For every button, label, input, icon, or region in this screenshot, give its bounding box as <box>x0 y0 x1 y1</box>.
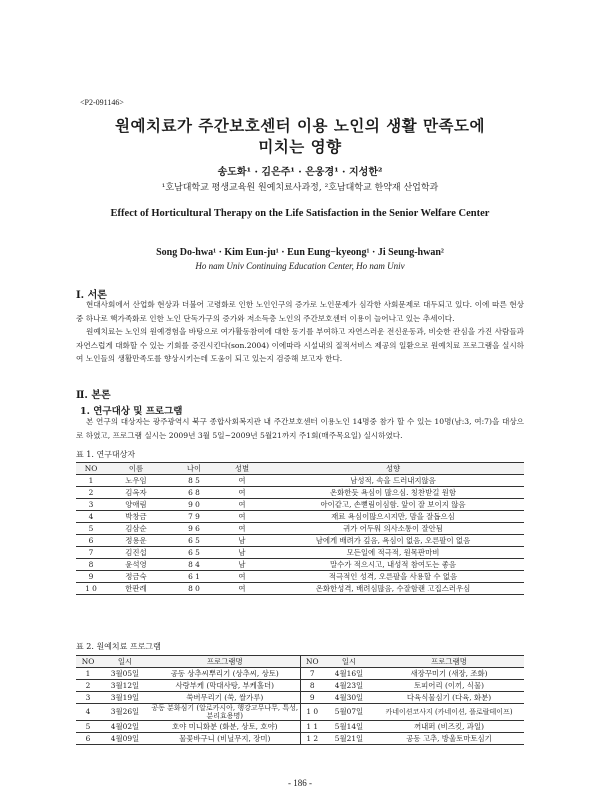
table-cell: 정용운 <box>106 535 166 547</box>
table-cell: 적극적인 성격, 오른팔을 사용할 수 없음 <box>262 571 524 583</box>
table-cell: 4월23일 <box>324 680 374 692</box>
table-cell: 김진섭 <box>106 547 166 559</box>
column-header: NO <box>300 656 324 668</box>
affiliation-korean: ¹호남대학교 평생교육원 원예치료사과정, ²호남대학교 한약재 산업학과 <box>161 183 439 193</box>
table-cell: 남성적, 속을 드러내지않음 <box>262 475 524 487</box>
table-cell: 9 0 <box>166 499 222 511</box>
table-cell: 다육식물심기 (다육, 화분) <box>374 692 524 704</box>
page-number: - 186 - <box>288 778 312 788</box>
table-cell: 공동 고추, 방울토마토심기 <box>374 733 524 745</box>
table-cell: 6 1 <box>166 571 222 583</box>
table-cell: 말수가 적으시고, 내성적 참여도는 좋음 <box>262 559 524 571</box>
table-cell: 새장꾸미기 (새장, 조화) <box>374 668 524 680</box>
table-cell: 3월26일 <box>100 704 150 721</box>
table-cell: 온화한성격, 배려심많음, 수잘함랜 고집스러우심 <box>262 583 524 595</box>
table-row <box>76 704 524 721</box>
table-cell: 6 <box>76 733 100 745</box>
table-cell: 한판례 <box>106 583 166 595</box>
table-cell: 여 <box>222 487 262 499</box>
table-cell: 4 <box>76 511 106 523</box>
table-cell: 5월14일 <box>324 721 374 733</box>
table-row <box>76 571 524 583</box>
table-cell: 3 <box>76 692 100 704</box>
table1-caption: 표 1. 연구대상자 <box>76 450 136 459</box>
table-cell: 여 <box>222 499 262 511</box>
table-cell: 여 <box>222 511 262 523</box>
table-cell: 1 <box>76 668 100 680</box>
table-cell: 9 <box>300 692 324 704</box>
table-cell: 4월16일 <box>324 668 374 680</box>
table-cell: 5 <box>76 721 100 733</box>
table-cell: 2 <box>76 680 100 692</box>
table-row <box>76 475 524 487</box>
table-cell: 남 <box>222 535 262 547</box>
table-cell: 정금숙 <box>106 571 166 583</box>
table1-header-row <box>76 463 524 475</box>
table-cell: 남 <box>222 547 262 559</box>
table-cell: 3월05일 <box>100 668 150 680</box>
table-cell: 김옥자 <box>106 487 166 499</box>
table-row <box>76 499 524 511</box>
table-cell: 6 5 <box>166 535 222 547</box>
column-header: 프로그램명 <box>374 656 524 668</box>
table-cell: 3 <box>76 499 106 511</box>
table-cell: 여 <box>222 571 262 583</box>
table-cell: 7 <box>76 547 106 559</box>
column-header: 이름 <box>106 463 166 475</box>
intro-paragraph-2: 원예치료는 노인의 원예경험을 바탕으로 여가활동참여에 대한 동기를 부여하고 자연스러운 전신운동과, 비슷한 관심을 가진 사람들과 자연스럽게 대화할 수 있는 기회를 증진시킨다(son.2004) 이에따라 시설내의 질적서비스 제공의 일환으로 원예치료 프로그램을 실시하여 노인들의 생활만족도를 향상시키는데 도움이 되고 있는지 검증해 보고자 한다. <box>76 327 524 363</box>
table-cell: 8 5 <box>166 475 222 487</box>
table-cell: 모든일에 적극적, 원목판마비 <box>262 547 524 559</box>
authors-english: Song Do-hwa¹ · Kim Eun-ju¹ · Eun Eung−kyeong¹ · Ji Seung-hwan² <box>156 247 444 258</box>
table-cell: 양애림 <box>106 499 166 511</box>
table-row <box>76 523 524 535</box>
table-cell: 공동 분화심기 (알로카시아, 행강고무나무, 특성, 분리효용명) <box>151 704 299 720</box>
table-cell: 1 0 <box>76 583 106 595</box>
table-cell: 6 <box>76 535 106 547</box>
column-header: 일시 <box>100 656 150 668</box>
table-cell: 온화한듯 욕심이 많으심. 칭찬받길 원함 <box>262 487 524 499</box>
body-text <box>76 415 524 442</box>
table-cell: 카네이션코사지 (카네이션, 플로랄테이프) <box>374 704 524 721</box>
title-english: Effect of Horticultural Therapy on the Life Satisfaction in the Senior Welfare Center <box>110 208 490 219</box>
table-cell: 쑥버무리기 (쑥, 쌀가루) <box>150 692 300 704</box>
table-cell: 5 <box>76 523 106 535</box>
table-cell: 8 <box>300 680 324 692</box>
table2-body <box>76 668 524 745</box>
table-cell: 2 <box>76 487 106 499</box>
table-row <box>76 692 524 704</box>
title-korean-line1: 원예치료가 주간보호센터 이용 노인의 생활 만족도에 <box>115 116 485 135</box>
table-cell: 1 <box>76 475 106 487</box>
table2-header-row <box>76 656 524 668</box>
authors-korean: 송도화¹ · 김은주¹ · 은웅경¹ · 지성한² <box>217 167 383 178</box>
table-cell: 호야 미니화분 (화분, 상토, 호야) <box>150 721 300 733</box>
column-header: NO <box>76 656 100 668</box>
table-cell: 8 4 <box>166 559 222 571</box>
table-cell: 3월12일 <box>100 680 150 692</box>
column-header: 나이 <box>166 463 222 475</box>
abstract-code: <P2-091146> <box>80 98 124 107</box>
table-cell: 남 <box>222 559 262 571</box>
table-row <box>76 547 524 559</box>
intro-paragraph-1: 현대사회에서 산업화 현상과 더불어 고령화로 인한 노인인구의 증가로 노인문제가 심각한 사회문제로 대두되고 있다. 이에 따른 현상중 하나로 핵가족화로 인한 노인 단독가구의 증가와 저소득층 노인의 주간보호센터 이용이 늘어나고 있는 추세이다. <box>76 300 524 323</box>
affiliation-english: Ho nam Univ Continuing Education Center, Ho nam Univ <box>195 261 405 271</box>
table-cell: 7 <box>300 668 324 680</box>
table-cell: 김삼순 <box>106 523 166 535</box>
column-header: NO <box>76 463 106 475</box>
table-cell: 9 <box>76 571 106 583</box>
table-cell: 1 0 <box>300 704 324 721</box>
table-cell: 3월19일 <box>100 692 150 704</box>
table-row <box>76 680 524 692</box>
table-cell: 아이같고, 손뻗림이심함. 앞이 잘 보이지 않음 <box>262 499 524 511</box>
table-row <box>76 535 524 547</box>
table-row <box>76 721 524 733</box>
table-cell: 노우임 <box>106 475 166 487</box>
section-heading-intro: Ⅰ. 서론 <box>76 290 107 301</box>
table-row <box>76 559 524 571</box>
table-row <box>76 668 524 680</box>
table-row <box>76 511 524 523</box>
table-cell: 9 6 <box>166 523 222 535</box>
table-participants <box>76 462 524 595</box>
title-korean-line2: 미치는 영향 <box>258 137 342 156</box>
table2-caption: 표 2. 원예치료 프로그램 <box>76 642 161 651</box>
table-cell: 4월02일 <box>100 721 150 733</box>
table-cell: 여 <box>222 475 262 487</box>
table-cell: 7 9 <box>166 511 222 523</box>
table-cell: 여 <box>222 583 262 595</box>
column-header: 일시 <box>324 656 374 668</box>
subsection-heading: 1. 연구대상 및 프로그램 <box>80 406 183 417</box>
table-program <box>76 655 524 745</box>
table-row <box>76 733 524 745</box>
table-cell: 물꽃바구니 (비닐무지, 장미) <box>150 733 300 745</box>
table-cell: 귀가 어두워 의사소통이 잘안됨 <box>262 523 524 535</box>
table-cell: 박창금 <box>106 511 166 523</box>
table-cell: 5월07일 <box>324 704 374 721</box>
column-header: 성향 <box>262 463 524 475</box>
table-cell: 4 <box>76 704 100 721</box>
table-cell: 1 2 <box>300 733 324 745</box>
table-cell: 8 <box>76 559 106 571</box>
column-header: 성별 <box>222 463 262 475</box>
table-row <box>76 487 524 499</box>
table-cell: 재료 욕심이많으시지만, 맘을 잘돕으심 <box>262 511 524 523</box>
table-cell: 4월30일 <box>324 692 374 704</box>
table-cell: 사랑부케 (막대사탕, 부케홀더) <box>150 680 300 692</box>
table-cell: 4월09일 <box>100 733 150 745</box>
table-cell: 8 0 <box>166 583 222 595</box>
body-paragraph-1: 본 연구의 대상자는 광주광역시 북구 종합사회복지관 내 주간보호센터 이용노인 14명중 참가 할 수 있는 10명(남:3, 여:7)을 대상으로 하였고, 프로그램 실시는 2009년 3월 5일~2009년 5월21까지 주1회(매주목요일) 실시하였다. <box>76 417 524 440</box>
table-row <box>76 583 524 595</box>
table-cell: 꺼내퍼 (비즈킷, 과일) <box>374 721 524 733</box>
table-cell: 토피어리 (이끼, 식물) <box>374 680 524 692</box>
table-cell: 6 8 <box>166 487 222 499</box>
column-header: 프로그램명 <box>150 656 300 668</box>
table1-body <box>76 475 524 595</box>
table-cell: 6 5 <box>166 547 222 559</box>
intro-text <box>76 298 524 366</box>
table-cell: 남에게 배려가 깊음, 욕심이 없음, 오른팔이 없음 <box>262 535 524 547</box>
table-cell: 5월21일 <box>324 733 374 745</box>
table-cell: 윤석영 <box>106 559 166 571</box>
table-cell: 여 <box>222 523 262 535</box>
section-heading-body: Ⅱ. 본론 <box>76 390 111 401</box>
table-cell: 공동 상추씨뿌리기 (상추씨, 상토) <box>150 668 300 680</box>
table-cell: 1 1 <box>300 721 324 733</box>
